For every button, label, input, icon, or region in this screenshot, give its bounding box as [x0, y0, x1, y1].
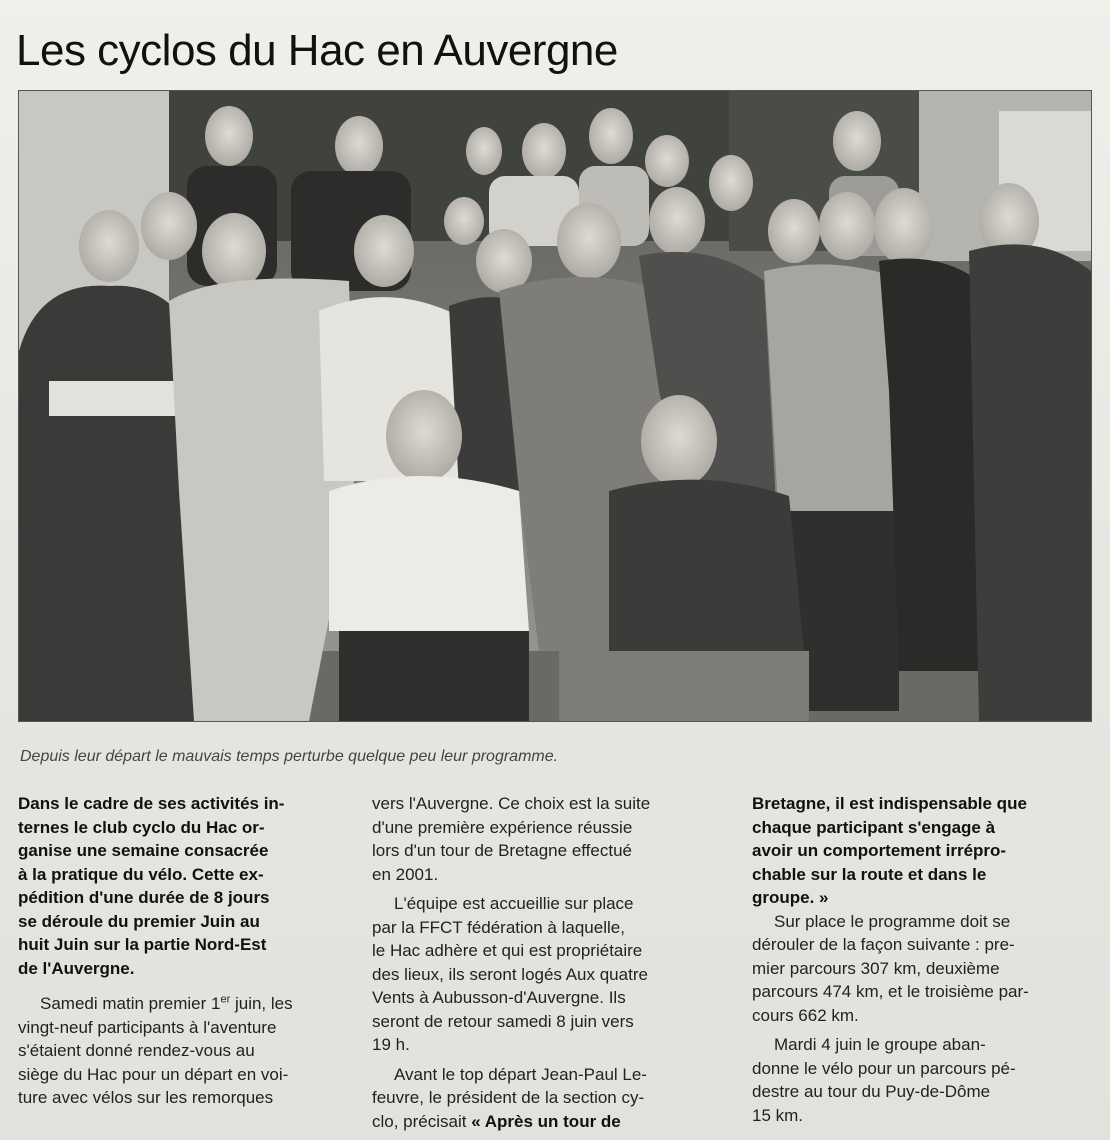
- article-column-3: [752, 792, 1092, 1127]
- text-line: cours 662 km.: [752, 1005, 859, 1025]
- body-paragraph: [372, 892, 720, 1057]
- text-line: de l'Auvergne.: [18, 958, 135, 978]
- text-line: [372, 1110, 720, 1134]
- text-line: chaque participant s'engage à: [752, 817, 996, 837]
- text-line: siège du Hac pour un départ en voi-: [18, 1064, 289, 1084]
- text-line: groupe. »: [752, 888, 829, 907]
- text-run: Samedi matin premier 1: [40, 994, 221, 1013]
- text-line: huit Juin sur la partie Nord-Est: [18, 935, 267, 954]
- text-line: le Hac adhère et qui est propriétaire: [372, 941, 643, 960]
- body-paragraph: [752, 910, 1092, 1028]
- text-line: ganise une semaine consacrée: [18, 841, 269, 860]
- text-line: chable sur la route et dans le: [752, 864, 987, 884]
- body-paragraph: [372, 1063, 720, 1134]
- text-line: ture avec vélos sur les remorques: [18, 1088, 274, 1107]
- text-line: vers l'Auvergne. Ce choix est la suite: [372, 794, 651, 813]
- text-line: seront de retour samedi 8 juin vers: [372, 1011, 634, 1031]
- group-photo: [18, 90, 1092, 722]
- photo-caption: Depuis leur départ le mauvais temps perturbe quelque peu leur programme.: [20, 748, 559, 765]
- text-line: en 2001.: [372, 864, 439, 884]
- text-line: vingt-neuf participants à l'aventure: [18, 1017, 277, 1037]
- text-line: Avant le top départ Jean-Paul Le-: [394, 1064, 647, 1084]
- text-line: pédition d'une durée de 8 jours: [18, 888, 270, 907]
- text-line: L'équipe est accueillie sur place: [394, 894, 634, 913]
- text-line: donne le vélo pour un parcours pé-: [752, 1058, 1016, 1078]
- body-paragraph: [18, 992, 340, 1110]
- text-line: Mardi 4 juin le groupe aban-: [774, 1035, 986, 1054]
- text-line: Dans le cadre de ses activités in-: [18, 794, 285, 813]
- text-line: [18, 992, 340, 1016]
- text-line: à la pratique du vélo. Cette ex-: [18, 864, 264, 884]
- quote-paragraph: [752, 792, 1092, 910]
- text-line: 19 h.: [372, 1035, 410, 1054]
- text-run: clo, précisait: [372, 1111, 472, 1131]
- text-line: Sur place le programme doit se: [774, 911, 1011, 931]
- text-run: juin, les: [230, 994, 293, 1013]
- text-line: lors d'un tour de Bretagne effectué: [372, 841, 632, 860]
- body-paragraph: [752, 1033, 1092, 1127]
- text-line: s'étaient donné rendez-vous au: [18, 1041, 255, 1060]
- article-column-1: [18, 792, 340, 1110]
- body-paragraph: [372, 792, 720, 886]
- text-line: ternes le club cyclo du Hac or-: [18, 817, 265, 837]
- text-line: se déroule du premier Juin au: [18, 911, 260, 931]
- text-line: avoir un comportement irrépro-: [752, 841, 1007, 860]
- text-line: des lieux, ils seront logés Aux quatre: [372, 964, 648, 984]
- text-line: 15 km.: [752, 1105, 804, 1125]
- text-line: dérouler de la façon suivante : pre-: [752, 935, 1015, 954]
- text-line: Bretagne, il est indispensable que: [752, 794, 1027, 813]
- text-line: par la FFCT fédération à laquelle,: [372, 917, 625, 937]
- text-line: feuvre, le président de la section cy-: [372, 1088, 645, 1107]
- text-line: d'une première expérience réussie: [372, 817, 633, 837]
- text-line: destre au tour du Puy-de-Dôme: [752, 1082, 991, 1101]
- text-line: Vents à Aubusson-d'Auvergne. Ils: [372, 988, 626, 1007]
- article-column-2: [372, 792, 720, 1133]
- text-line: parcours 474 km, et le troisième par-: [752, 982, 1029, 1001]
- quote-start: « Après un tour de: [471, 1111, 621, 1131]
- text-line: mier parcours 307 km, deuxième: [752, 958, 1000, 978]
- lead-paragraph: [18, 792, 340, 980]
- article-headline: Les cyclos du Hac en Auvergne: [16, 26, 618, 75]
- ordinal-suffix: er: [220, 993, 231, 1006]
